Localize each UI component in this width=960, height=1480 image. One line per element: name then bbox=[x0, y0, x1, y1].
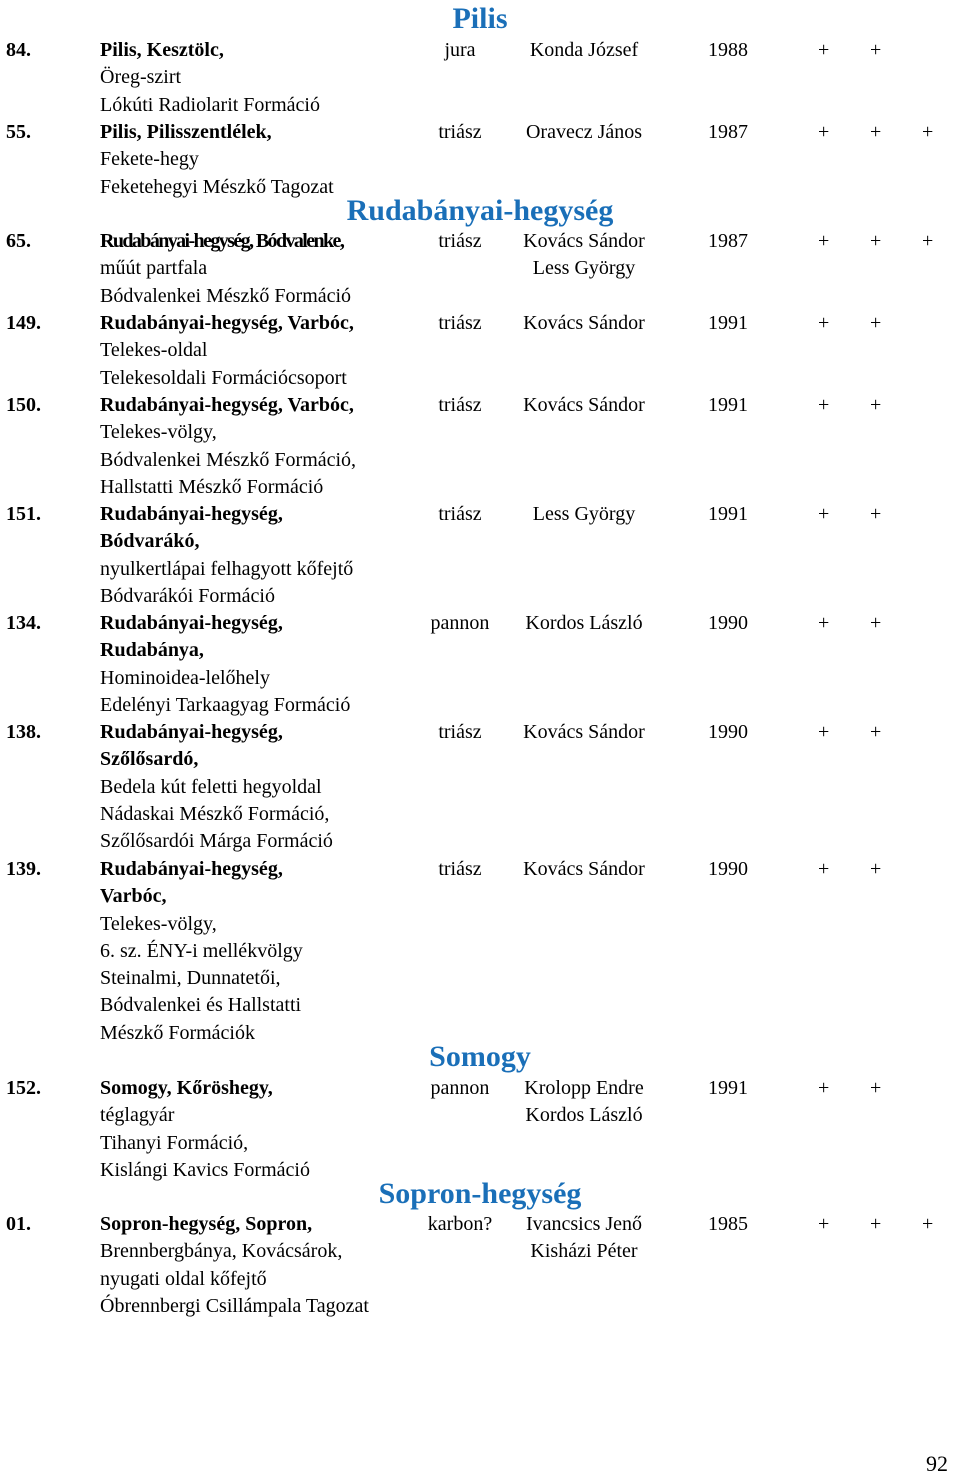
collector-name: Krolopp Endre bbox=[524, 1077, 644, 1099]
entry-number: 149. bbox=[6, 312, 41, 334]
mark: + bbox=[818, 312, 830, 334]
locality-line: téglagyár bbox=[100, 1104, 175, 1127]
collectors bbox=[500, 610, 668, 637]
locality-line: Hominoidea-lelőhely bbox=[100, 666, 270, 689]
locality-line: Telekesoldali Formációcsoport bbox=[100, 366, 347, 389]
collector-name: Konda József bbox=[529, 39, 639, 61]
mark: + bbox=[818, 121, 830, 143]
year: 1990 bbox=[708, 721, 748, 743]
entry-number: 138. bbox=[6, 721, 41, 743]
year: 1988 bbox=[708, 39, 748, 61]
collectors bbox=[500, 719, 668, 746]
entry-number: 65. bbox=[6, 230, 31, 252]
section-title-rudabanyai-hegyseg: Rudabányai-hegység bbox=[346, 194, 614, 227]
mark: + bbox=[870, 503, 882, 525]
locality-line: Pilis, Pilisszentlélek, bbox=[100, 121, 272, 143]
collectors bbox=[500, 501, 668, 528]
locality-line: 6. sz. ÉNY-i mellékvölgy bbox=[100, 939, 303, 962]
collectors bbox=[500, 37, 668, 64]
locality-line: Fekete-hegy bbox=[100, 148, 199, 171]
collectors bbox=[500, 1211, 668, 1266]
year: 1991 bbox=[708, 312, 748, 334]
collector-name: Kovács Sándor bbox=[523, 312, 645, 334]
locality bbox=[100, 310, 354, 392]
locality-line: Somogy, Kőröshegy, bbox=[100, 1077, 273, 1099]
geologic-age: pannon bbox=[430, 612, 490, 634]
locality-line: Lókúti Radiolarit Formáció bbox=[100, 93, 320, 116]
locality-line: Rudabányai-hegység, Bódvalenke, bbox=[100, 230, 344, 252]
locality bbox=[100, 501, 353, 610]
section-title-pilis: Pilis bbox=[452, 2, 508, 35]
year: 1987 bbox=[708, 121, 748, 143]
locality bbox=[100, 119, 334, 201]
year: 1991 bbox=[708, 394, 748, 416]
mark: + bbox=[870, 39, 882, 61]
locality-line: Rudabányai-hegység, Varbóc, bbox=[100, 312, 354, 334]
mark: + bbox=[818, 394, 830, 416]
locality-line: Nádaskai Mészkő Formáció, bbox=[100, 802, 330, 825]
year: 1990 bbox=[708, 612, 748, 634]
collector-name: Less György bbox=[532, 503, 636, 525]
mark: + bbox=[870, 721, 882, 743]
mark: + bbox=[818, 1213, 830, 1235]
collectors bbox=[500, 392, 668, 419]
locality-line: Bódvarákói Formáció bbox=[100, 584, 275, 607]
mark: + bbox=[870, 858, 882, 880]
mark: + bbox=[870, 612, 882, 634]
locality-line: Pilis, Kesztölc, bbox=[100, 39, 224, 61]
collectors bbox=[500, 119, 668, 146]
locality-line: műút partfala bbox=[100, 257, 208, 280]
mark: + bbox=[818, 858, 830, 880]
entry-number: 152. bbox=[6, 1077, 41, 1099]
entry-number: 139. bbox=[6, 858, 41, 880]
locality-line: Rudabányai-hegység, bbox=[100, 858, 283, 880]
entry-number: 134. bbox=[6, 612, 41, 634]
year: 1985 bbox=[708, 1213, 748, 1235]
mark: + bbox=[870, 394, 882, 416]
locality-line: Bódvalenkei Mészkő Formáció bbox=[100, 284, 352, 307]
locality-line: Bedela kút feletti hegyoldal bbox=[100, 775, 322, 798]
locality-line: Sopron-hegység, Sopron, bbox=[100, 1213, 313, 1235]
locality-line: Feketehegyi Mészkő Tagozat bbox=[100, 175, 334, 198]
collector-name: Kovács Sándor bbox=[523, 721, 645, 743]
locality-line: Kislángi Kavics Formáció bbox=[100, 1158, 310, 1181]
locality-line: Rudabányai-hegység, Varbóc, bbox=[100, 394, 354, 416]
collector-name: Kisházi Péter bbox=[530, 1240, 638, 1263]
locality bbox=[100, 392, 356, 501]
collector-name: Kordos László bbox=[525, 1104, 643, 1127]
locality bbox=[100, 856, 303, 1047]
mark: + bbox=[922, 230, 934, 252]
collector-name: Less György bbox=[532, 257, 636, 280]
locality bbox=[100, 610, 350, 719]
locality bbox=[100, 37, 320, 119]
collector-name: Oravecz János bbox=[525, 121, 643, 143]
locality-line: Rudabányai-hegység, bbox=[100, 612, 283, 634]
locality-line: Bódvarákó, bbox=[100, 530, 200, 553]
year: 1991 bbox=[708, 1077, 748, 1099]
year: 1987 bbox=[708, 230, 748, 252]
locality-line: Bódvalenkei Mészkő Formáció, bbox=[100, 448, 357, 471]
collectors bbox=[500, 1075, 668, 1130]
mark: + bbox=[870, 1213, 882, 1235]
year: 1990 bbox=[708, 858, 748, 880]
entry-number: 151. bbox=[6, 503, 41, 525]
mark: + bbox=[818, 1077, 830, 1099]
mark: + bbox=[818, 503, 830, 525]
mark: + bbox=[870, 230, 882, 252]
section-title-sopron-hegyseg: Sopron-hegység bbox=[378, 1177, 582, 1210]
geologic-age: pannon bbox=[430, 1077, 490, 1099]
geologic-age: karbon? bbox=[427, 1213, 493, 1235]
collector-name: Kovács Sándor bbox=[523, 858, 645, 880]
locality-line: Öreg-szirt bbox=[100, 66, 182, 89]
locality-line: Telekes-völgy, bbox=[100, 421, 217, 444]
page-number: 92 bbox=[926, 1451, 948, 1476]
locality-line: Brennbergbánya, Kovácsárok, bbox=[100, 1240, 343, 1263]
locality-line: Bódvalenkei és Hallstatti bbox=[100, 994, 302, 1017]
mark: + bbox=[922, 1213, 934, 1235]
locality bbox=[100, 1211, 369, 1320]
locality bbox=[100, 228, 351, 310]
collector-name: Kovács Sándor bbox=[523, 394, 645, 416]
mark: + bbox=[870, 121, 882, 143]
locality-line: nyugati oldal kőfejtő bbox=[100, 1267, 267, 1290]
locality-line: Szőlősardó, bbox=[100, 748, 199, 771]
geologic-age: triász bbox=[438, 312, 482, 334]
collector-name: Ivancsics Jenő bbox=[525, 1213, 643, 1235]
geologic-age: triász bbox=[438, 230, 482, 252]
locality-line: Hallstatti Mészkő Formáció bbox=[100, 475, 324, 498]
locality-line: Rudabányai-hegység, bbox=[100, 721, 283, 743]
locality-line: Telekes-oldal bbox=[100, 339, 208, 362]
locality bbox=[100, 719, 333, 855]
locality bbox=[100, 1075, 310, 1184]
collector-name: Kordos László bbox=[525, 612, 643, 634]
mark: + bbox=[818, 39, 830, 61]
section-title-somogy: Somogy bbox=[429, 1040, 531, 1073]
collector-name: Kovács Sándor bbox=[523, 230, 645, 252]
entry-number: 84. bbox=[6, 39, 31, 61]
locality-line: Tihanyi Formáció, bbox=[100, 1131, 249, 1154]
collectors bbox=[500, 856, 668, 883]
mark: + bbox=[818, 612, 830, 634]
locality-line: Telekes-völgy, bbox=[100, 912, 217, 935]
year: 1991 bbox=[708, 503, 748, 525]
mark: + bbox=[818, 721, 830, 743]
locality-line: Steinalmi, Dunnatetői, bbox=[100, 967, 281, 990]
entry-number: 55. bbox=[6, 121, 31, 143]
mark: + bbox=[922, 121, 934, 143]
locality-line: Rudabánya, bbox=[100, 639, 204, 662]
geologic-age: triász bbox=[438, 721, 482, 743]
entry-number: 150. bbox=[6, 394, 41, 416]
mark: + bbox=[818, 230, 830, 252]
locality-line: nyulkertlápai felhagyott kőfejtő bbox=[100, 557, 354, 580]
locality-line: Szőlősardói Márga Formáció bbox=[100, 830, 333, 853]
locality-line: Edelényi Tarkaagyag Formáció bbox=[100, 693, 351, 716]
locality-line: Varbóc, bbox=[100, 885, 167, 908]
mark: + bbox=[870, 1077, 882, 1099]
locality-line: Óbrennbergi Csillámpala Tagozat bbox=[100, 1294, 369, 1317]
entry-number: 01. bbox=[6, 1213, 31, 1235]
geologic-age: triász bbox=[438, 858, 482, 880]
geologic-age: triász bbox=[438, 394, 482, 416]
collectors bbox=[500, 228, 668, 283]
geologic-age: triász bbox=[438, 121, 482, 143]
geologic-age: jura bbox=[444, 39, 476, 61]
geologic-age: triász bbox=[438, 503, 482, 525]
locality-line: Rudabányai-hegység, bbox=[100, 503, 283, 525]
locality-line: Mészkő Formációk bbox=[100, 1021, 255, 1044]
collectors bbox=[500, 310, 668, 337]
mark: + bbox=[870, 312, 882, 334]
